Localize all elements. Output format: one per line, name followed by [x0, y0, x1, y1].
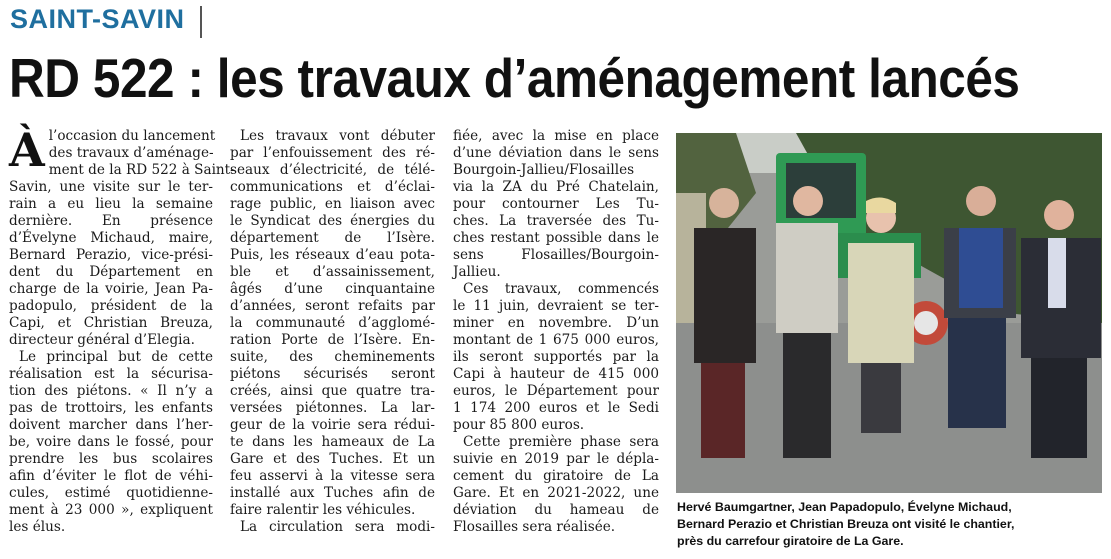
text-line: charge de la voirie, Jean Pa- [9, 281, 213, 297]
text-line: la communauté d’agglomé- [230, 315, 435, 331]
text-line: miner en novembre. D’un [453, 315, 659, 331]
article-photo [676, 133, 1102, 493]
text-line: Capi, et Christian Breuza, [9, 315, 213, 331]
text-line: Puis, les réseaux d’eau pota- [230, 247, 435, 263]
text-line: La circulation sera modi- [240, 519, 435, 535]
text-line: créés, ainsi que quatre tra- [230, 383, 435, 399]
text-line: be, voire dans le fossé, pour [9, 434, 213, 450]
text-line: déviation du hameau de [453, 502, 659, 518]
text-line: tion des piétons. « Il n’y a [9, 383, 213, 399]
text-line: seaux d’électricité, de télé- [230, 162, 435, 178]
text-line: Jallieu. [453, 264, 501, 280]
text-line: pas de trottoirs, les enfants [9, 400, 213, 416]
text-line: cules, estimé quotidienne- [9, 485, 213, 501]
text-line: pour contourner Les Tu- [453, 196, 659, 212]
text-line: fiée, avec la mise en place [453, 128, 659, 144]
text-line: Savin, une visite sur le ter- [9, 179, 213, 195]
kicker-divider [200, 6, 202, 38]
text-line: Les travaux vont débuter [240, 128, 435, 144]
text-line: ils seront supportés par la [453, 349, 659, 365]
text-line: le 11 juin, devraient se ter- [453, 298, 659, 314]
text-line: Flosailles sera réalisée. [453, 519, 616, 535]
text-line: Le principal but de cette [19, 349, 213, 365]
text-line: ches restant possible dans le [453, 230, 659, 246]
text-line: Gare. Et en 2021-2022, une [453, 485, 659, 501]
text-line: 1 174 200 euros et le Sedi [453, 400, 659, 416]
text-line: communications et d’éclai- [230, 179, 435, 195]
text-line: ration Porte de l’Isère. En- [230, 332, 435, 348]
text-line: sens Flosailles/Bourgoin- [453, 247, 659, 263]
text-line: Ces travaux, commencés [463, 281, 659, 297]
text-line: prendre les bus scolaires [9, 451, 213, 467]
article-column-2 [230, 128, 435, 536]
text-line: ment à 23 000 », expliquent [9, 502, 213, 518]
text-line: Bernard Perazio, vice-prési- [9, 247, 213, 263]
section-kicker: SAINT-SAVIN [10, 4, 185, 34]
text-line: faire ralentir les véhicules. [230, 502, 416, 518]
text-line: dent du Département en [9, 264, 213, 280]
text-line: ment de la RD 522 à Saint- [48, 162, 235, 178]
text-line: geur de la voirie sera rédui- [230, 417, 435, 433]
text-line: via la ZA du Pré Chatelain, [453, 179, 659, 195]
drop-cap: À [9, 123, 45, 177]
text-line: Cette première phase sera [463, 434, 659, 450]
text-line: montant de 1 675 000 euros, [453, 332, 659, 348]
text-line: par l’enfouissement des ré- [230, 145, 435, 161]
text-line: ches. La traversée des Tu- [453, 213, 659, 229]
text-line: réalisation est la sécurisa- [9, 366, 213, 382]
text-line: l’occasion du lancement [48, 128, 216, 144]
text-line: dernière. En présence [9, 213, 213, 229]
article-column-3 [453, 128, 659, 536]
caption-line: près du carrefour giratoire de La Gare. [677, 534, 904, 548]
text-line: d’années, seront refaits par [230, 298, 435, 314]
text-line: les élus. [9, 519, 66, 535]
text-line: d’une déviation dans le sens [453, 145, 659, 161]
text-line: feu asservi à la vitesse sera [230, 468, 435, 484]
text-line: afin d’éviter le flot de véhi- [9, 468, 213, 484]
text-line: te dans les hameaux de La [230, 434, 435, 450]
article-column-1 [9, 123, 235, 536]
text-line: Bourgoin-Jallieu/Flosailles [453, 162, 635, 178]
caption-line: Hervé Baumgartner, Jean Papadopulo, Évelyne Michaud, [677, 500, 1012, 514]
text-line: des travaux d’aménage- [48, 145, 214, 161]
text-line: piétons sécurisés seront [230, 366, 435, 382]
text-line: versées piétonnes. La lar- [230, 400, 435, 416]
text-line: rain a eu lieu la semaine [9, 196, 213, 212]
text-line: doivent marcher dans l’her- [9, 417, 213, 433]
text-line: installé aux Tuches afin de [230, 485, 435, 501]
text-line: ble et d’assainissement, [230, 264, 435, 280]
text-line: suivie en 2019 par le dépla- [453, 451, 659, 467]
text-line: directeur général d’Elegia. [9, 332, 195, 348]
text-line: padopulo, président de la [9, 298, 213, 314]
article-headline: RD 522 : les travaux d’aménagement lancés [9, 47, 1020, 109]
text-line: le Syndicat des énergies du [230, 213, 435, 229]
text-line: âgés d’une cinquantaine [230, 281, 435, 297]
text-line: Capi à hauteur de 415 000 [453, 366, 659, 382]
caption-line: Bernard Perazio et Christian Breuza ont visité le chantier, [677, 517, 1015, 531]
text-line: pour 85 800 euros. [453, 417, 585, 433]
text-line: cement du giratoire de La [453, 468, 659, 484]
photo-caption [677, 499, 1103, 550]
text-line: d’Évelyne Michaud, maire, [9, 230, 213, 246]
text-line: euros, le Département pour [453, 383, 659, 399]
text-line: rage public, en liaison avec [230, 196, 435, 212]
text-line: Gare et des Tuches. Et un [230, 451, 435, 467]
text-line: suite, des cheminements [230, 349, 435, 365]
text-line: département de l’Isère. [230, 230, 435, 246]
